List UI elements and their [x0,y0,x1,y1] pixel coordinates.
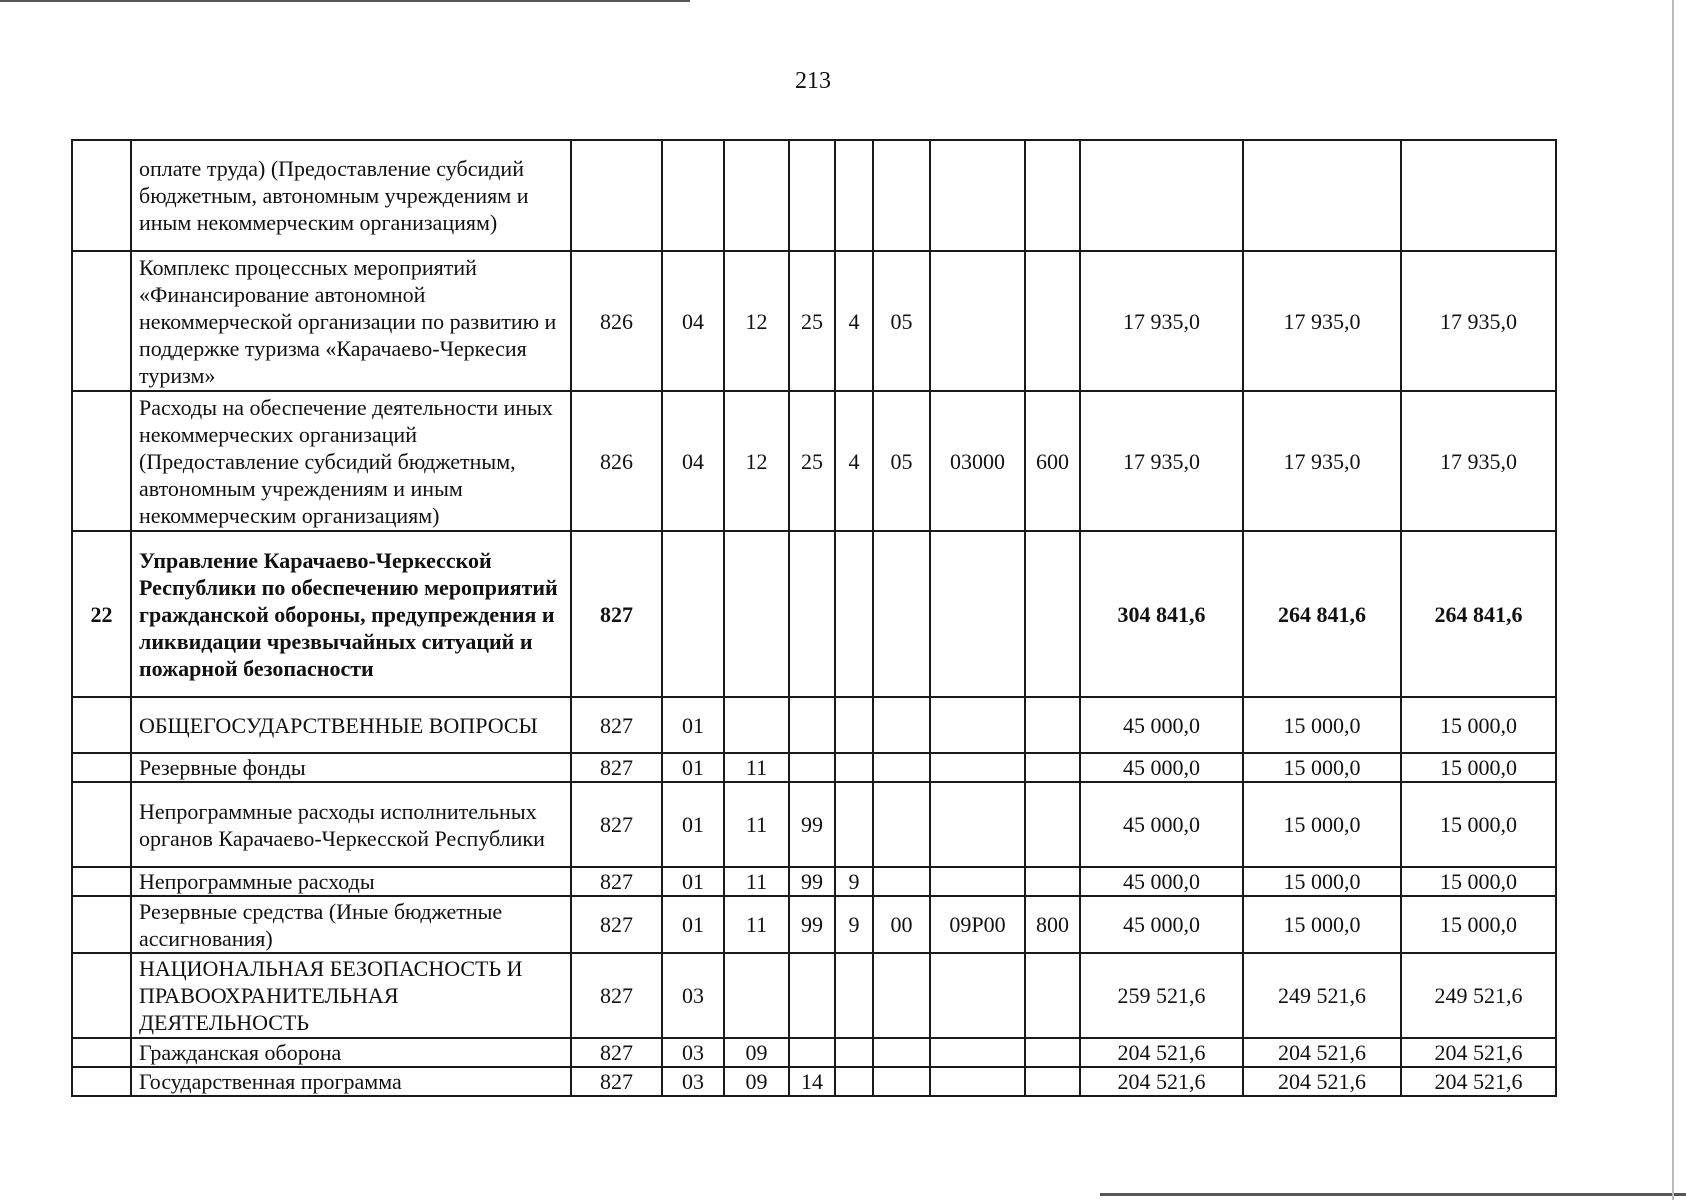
code-program-3: 00 [873,896,930,953]
table-row [72,753,1556,782]
code-program-3: 05 [873,251,930,391]
row-number [72,782,131,867]
code-vr [1025,697,1080,753]
amount-year-1: 45 000,0 [1080,753,1243,782]
table-row [72,251,1556,391]
code-program-4 [930,1038,1025,1067]
amount-year-1: 259 521,6 [1080,953,1243,1038]
code-program-1 [789,1038,835,1067]
code-gr: 827 [571,867,662,896]
row-name: Непрограммные расходы исполнительных органов Карачаево-Черкесской Республики [131,782,571,867]
amount-year-2: 15 000,0 [1243,867,1401,896]
code-gr: 827 [571,953,662,1038]
amount-year-3: 15 000,0 [1401,867,1556,896]
page-number: 213 [795,68,831,94]
code-program-1 [789,531,835,697]
amount-year-3: 15 000,0 [1401,896,1556,953]
code-rz [662,531,724,697]
code-vr [1025,782,1080,867]
code-program-3 [873,531,930,697]
amount-year-3: 264 841,6 [1401,531,1556,697]
amount-year-2: 17 935,0 [1243,251,1401,391]
amount-year-2: 264 841,6 [1243,531,1401,697]
code-program-4 [930,531,1025,697]
table-row [72,867,1556,896]
row-number: 22 [72,531,131,697]
code-vr [1025,251,1080,391]
row-name: Управление Карачаево-Черкесской Республики по обеспечению мероприятий гражданской обороны, предупреждения и ликвидации чрезвычайных ситуаций и пожарной безопасности [131,531,571,697]
code-vr [1025,953,1080,1038]
amount-year-1: 45 000,0 [1080,867,1243,896]
amount-year-3: 17 935,0 [1401,251,1556,391]
code-program-2 [835,953,873,1038]
amount-year-2: 15 000,0 [1243,753,1401,782]
row-number [72,1067,131,1096]
code-vr [1025,1067,1080,1096]
code-program-1 [789,953,835,1038]
code-program-2: 4 [835,251,873,391]
scan-artifact-right [1672,0,1674,1200]
amount-year-2: 15 000,0 [1243,782,1401,867]
code-program-3 [873,697,930,753]
code-rz: 03 [662,1038,724,1067]
code-pr [724,140,789,251]
amount-year-1: 17 935,0 [1080,251,1243,391]
table-row [72,1038,1556,1067]
amount-year-1: 45 000,0 [1080,782,1243,867]
code-program-2 [835,140,873,251]
amount-year-3 [1401,140,1556,251]
code-gr: 827 [571,782,662,867]
amount-year-1: 204 521,6 [1080,1038,1243,1067]
code-gr: 826 [571,391,662,531]
code-gr: 827 [571,753,662,782]
code-pr: 12 [724,251,789,391]
code-gr: 827 [571,1038,662,1067]
code-pr [724,697,789,753]
code-program-2 [835,697,873,753]
row-name: Расходы на обеспечение деятельности иных некоммерческих организаций (Предоставление субсидий бюджетным, автономным учреждениям и иным некоммерческим организациям) [131,391,571,531]
amount-year-3: 204 521,6 [1401,1067,1556,1096]
table-row [72,391,1556,531]
code-program-1 [789,753,835,782]
row-number [72,391,131,531]
row-number [72,953,131,1038]
code-program-4 [930,867,1025,896]
row-name: Резервные фонды [131,753,571,782]
code-rz: 01 [662,697,724,753]
code-program-3 [873,782,930,867]
code-program-3 [873,140,930,251]
code-vr [1025,867,1080,896]
scan-artifact-top [0,0,690,2]
row-name: Гражданская оборона [131,1038,571,1067]
amount-year-2: 204 521,6 [1243,1067,1401,1096]
row-name: Резервные средства (Иные бюджетные ассигнования) [131,896,571,953]
code-pr: 09 [724,1038,789,1067]
code-pr: 12 [724,391,789,531]
amount-year-3: 17 935,0 [1401,391,1556,531]
code-program-1 [789,697,835,753]
amount-year-1: 45 000,0 [1080,896,1243,953]
code-program-1: 25 [789,391,835,531]
code-program-3 [873,1038,930,1067]
amount-year-3: 15 000,0 [1401,753,1556,782]
amount-year-2 [1243,140,1401,251]
code-gr: 827 [571,1067,662,1096]
code-program-2 [835,1038,873,1067]
table-row [72,953,1556,1038]
row-name: Комплекс процессных мероприятий «Финансирование автономной некоммерческой организации по развитию и поддержке туризма «Карачаево-Черкесия туризм» [131,251,571,391]
code-program-2 [835,531,873,697]
code-rz: 01 [662,896,724,953]
code-program-3 [873,867,930,896]
table-row [72,896,1556,953]
table-row [72,697,1556,753]
row-number [72,753,131,782]
code-program-1: 25 [789,251,835,391]
row-number [72,140,131,251]
code-gr [571,140,662,251]
amount-year-1: 204 521,6 [1080,1067,1243,1096]
amount-year-3: 15 000,0 [1401,782,1556,867]
amount-year-3: 249 521,6 [1401,953,1556,1038]
code-rz: 01 [662,867,724,896]
code-program-4 [930,251,1025,391]
amount-year-3: 15 000,0 [1401,697,1556,753]
code-pr: 11 [724,896,789,953]
code-program-4 [930,697,1025,753]
code-pr: 11 [724,867,789,896]
code-rz: 01 [662,782,724,867]
row-number [72,1038,131,1067]
code-vr: 600 [1025,391,1080,531]
code-pr: 11 [724,753,789,782]
row-name: Непрограммные расходы [131,867,571,896]
code-program-4 [930,782,1025,867]
code-program-4: 03000 [930,391,1025,531]
row-name: оплате труда) (Предоставление субсидий бюджетным, автономным учреждениям и иным некоммерческим организациям) [131,140,571,251]
code-vr [1025,1038,1080,1067]
code-program-1 [789,140,835,251]
code-rz [662,140,724,251]
code-program-2: 4 [835,391,873,531]
code-program-2: 9 [835,896,873,953]
amount-year-2: 17 935,0 [1243,391,1401,531]
code-rz: 03 [662,1067,724,1096]
code-program-4 [930,1067,1025,1096]
code-program-1: 14 [789,1067,835,1096]
table-row [72,531,1556,697]
table-row [72,140,1556,251]
row-name: ОБЩЕГОСУДАРСТВЕННЫЕ ВОПРОСЫ [131,697,571,753]
code-vr [1025,140,1080,251]
amount-year-2: 204 521,6 [1243,1038,1401,1067]
amount-year-2: 15 000,0 [1243,896,1401,953]
scan-artifact-bottom [1100,1193,1686,1196]
row-number [72,251,131,391]
row-number [72,896,131,953]
code-rz: 04 [662,251,724,391]
code-pr: 11 [724,782,789,867]
amount-year-2: 249 521,6 [1243,953,1401,1038]
code-gr: 827 [571,896,662,953]
code-rz: 03 [662,953,724,1038]
code-program-1: 99 [789,896,835,953]
code-program-1: 99 [789,867,835,896]
row-number [72,697,131,753]
table-row [72,782,1556,867]
code-program-2 [835,1067,873,1096]
row-name: НАЦИОНАЛЬНАЯ БЕЗОПАСНОСТЬ И ПРАВООХРАНИТЕЛЬНАЯ ДЕЯТЕЛЬНОСТЬ [131,953,571,1038]
code-program-2 [835,753,873,782]
code-program-4 [930,140,1025,251]
code-program-2: 9 [835,867,873,896]
amount-year-2: 15 000,0 [1243,697,1401,753]
amount-year-3: 204 521,6 [1401,1038,1556,1067]
code-rz: 01 [662,753,724,782]
table-row [72,1067,1556,1096]
code-pr [724,531,789,697]
code-program-3 [873,753,930,782]
budget-table [71,139,1557,1097]
code-program-4 [930,753,1025,782]
code-program-3 [873,1067,930,1096]
code-vr: 800 [1025,896,1080,953]
code-program-3 [873,953,930,1038]
code-program-2 [835,782,873,867]
code-pr: 09 [724,1067,789,1096]
amount-year-1 [1080,140,1243,251]
code-program-1: 99 [789,782,835,867]
code-vr [1025,531,1080,697]
code-gr: 826 [571,251,662,391]
row-name: Государственная программа [131,1067,571,1096]
code-vr [1025,753,1080,782]
code-gr: 827 [571,697,662,753]
code-program-3: 05 [873,391,930,531]
code-gr: 827 [571,531,662,697]
code-pr [724,953,789,1038]
amount-year-1: 45 000,0 [1080,697,1243,753]
amount-year-1: 304 841,6 [1080,531,1243,697]
row-number [72,867,131,896]
amount-year-1: 17 935,0 [1080,391,1243,531]
code-program-4: 09Р00 [930,896,1025,953]
code-program-4 [930,953,1025,1038]
code-rz: 04 [662,391,724,531]
